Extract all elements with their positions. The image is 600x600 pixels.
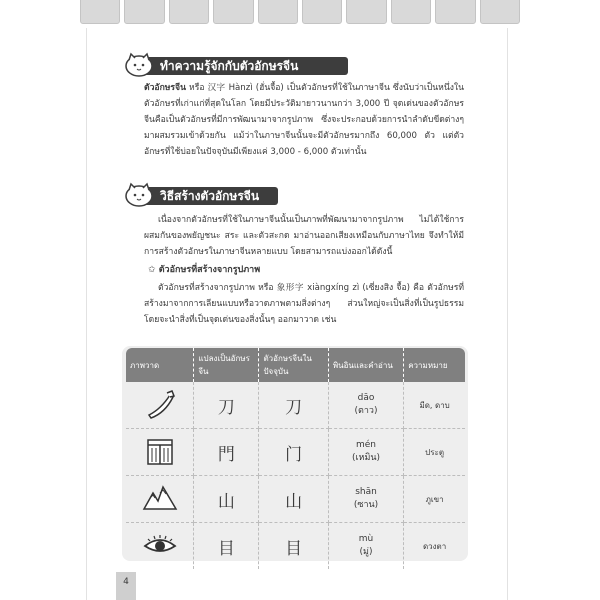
section1-header <box>124 55 364 77</box>
band-cell <box>302 0 342 24</box>
section1-paragraph <box>144 80 464 160</box>
modern-char-cell <box>259 382 328 429</box>
reading: (ตาว) <box>354 406 378 416</box>
section1-text: หรือ 汉字 Hànzì (ฮั่นจื้อ) เป็นตัวอักษรที่ใช้ในภาษาจีน ซึ่งนับว่าเป็นหนึ่งในตัวอักษรที่เก่าแก่ที่สุดในโลก โดยมีประวัติมายาวนานกว่า 3,000 ปี จุดเด่นของตัวอักษรจีนคือเป็นตัวอักษรที่มีการพัฒนามาจากรูปภาพ ซึ่งจะประกอบด้วยการนำลำดับขีดต่างๆ มาผสมรวมเข้าด้วยกัน แม้ว่าในภาษาจีนนั้นจะมีตัวอักษรมากถึง 60,000 ตัว แต่ตัวอักษรที่ใช้บ่อยในปัจจุบันมีเพียงแค่ 3,000 - 6,000 ตัวเท่านั้น <box>144 83 464 157</box>
band-cell <box>124 0 164 24</box>
knife-icon <box>143 387 177 421</box>
pinyin-cell <box>329 476 404 523</box>
col-header-meaning: ความหมาย <box>404 348 465 382</box>
cat-mascot-icon <box>124 51 154 77</box>
section1-lead: ตัวอักษรจีน <box>144 83 186 93</box>
ancient-char: 門 <box>217 444 235 465</box>
gate-icon <box>143 434 177 468</box>
reading: (เหมิน) <box>351 453 381 463</box>
meaning-cell: ประตู <box>404 429 465 476</box>
pinyin-cell <box>329 382 404 429</box>
picture-cell <box>126 476 194 523</box>
pictograph-table <box>126 348 465 569</box>
modern-char: 目 <box>285 538 303 559</box>
mountain-icon <box>142 481 178 515</box>
modern-char-cell <box>259 429 328 476</box>
section2-title: วิธีสร้างตัวอักษรจีน <box>160 188 260 203</box>
meaning-cell: มีด, ดาบ <box>404 382 465 429</box>
cat-mascot-icon <box>124 181 154 207</box>
picture-cell <box>126 523 194 569</box>
subsection-heading <box>148 262 260 276</box>
meaning-cell: ดวงตา <box>422 541 447 551</box>
ancient-char: 刀 <box>217 397 235 418</box>
pinyin-cell <box>329 429 404 476</box>
pinyin-cell <box>329 523 404 569</box>
modern-char: 山 <box>285 491 303 512</box>
col-header-picture: ภาพวาด <box>126 348 194 382</box>
modern-char-cell <box>259 476 328 523</box>
ancient-char: 目 <box>217 538 235 559</box>
modern-char-cell <box>259 523 328 569</box>
picture-cell <box>126 429 194 476</box>
ancient-char-cell <box>194 476 259 523</box>
table-header-row <box>126 348 465 382</box>
picture-cell <box>126 382 194 429</box>
section1-title: ทำความรู้จักกับตัวอักษรจีน <box>160 58 299 73</box>
ancient-char-cell <box>194 523 259 569</box>
band-cell <box>435 0 475 24</box>
reading: (ซาน) <box>353 500 379 510</box>
subsection-paragraph: ตัวอักษรที่สร้างจากรูปภาพ หรือ 象形字 xiàngxíng zì (เซี่ยงสิง จื้อ) คือ ตัวอักษรที่สร้างมาจากการเลียนแบบหรือวาดภาพตามสิ่งต่างๆ ส่วนใหญ่จะเป็นสิ่งที่เป็นรูปธรรม โดยจะนำสิ่งที่เป็นจุดเด่นของสิ่งนั้นๆ ออกมาวาด เช่น <box>144 283 464 325</box>
eye-icon <box>142 532 178 558</box>
top-band <box>0 0 600 28</box>
meaning-cell: ภูเขา <box>404 476 465 523</box>
modern-char: 刀 <box>285 397 303 418</box>
subsection-title: ตัวอักษรที่สร้างจากรูปภาพ <box>158 265 261 275</box>
band-cell <box>80 0 120 24</box>
band-cell <box>480 0 520 24</box>
section2-header <box>124 185 344 207</box>
band-cell <box>391 0 431 24</box>
modern-char: 门 <box>285 444 303 465</box>
table-row <box>126 523 465 569</box>
table-row <box>126 476 465 523</box>
col-header-pinyin: พินอินและคำอ่าน <box>329 348 404 382</box>
ancient-char: 山 <box>217 491 235 512</box>
table-row <box>126 382 465 429</box>
band-cell <box>213 0 253 24</box>
band-cell <box>258 0 298 24</box>
pinyin: shān <box>355 487 377 497</box>
ancient-char-cell <box>194 429 259 476</box>
col-header-modern: ตัวอักษรจีนในปัจจุบัน <box>259 348 328 382</box>
band-cell <box>169 0 209 24</box>
band-cell <box>346 0 386 24</box>
col-header-ancient: แปลงเป็นอักษรจีน <box>194 348 259 382</box>
section2-paragraph: เนื่องจากตัวอักษรที่ใช้ในภาษาจีนนั้นเป็นภาพที่พัฒนามาจากรูปภาพ ไม่ได้ใช้การผสมกันของพยัญชนะ สระ และตัวสะกด มาอ่านออกเสียงเหมือนกับภาษาไทย จึงทำให้มีการสร้างตัวอักษรในภาษาจีนหลายแบบ โดยสามารถแบ่งออกได้ดังนี้ <box>144 215 464 257</box>
page-number: 4 <box>116 572 136 600</box>
pinyin: dāo <box>357 393 375 403</box>
ancient-char-cell <box>194 382 259 429</box>
star-icon: ✩ <box>148 265 156 275</box>
pinyin: mù <box>358 534 374 544</box>
pinyin: mén <box>356 440 377 450</box>
table-row <box>126 429 465 476</box>
reading: (มู่) <box>359 547 373 557</box>
